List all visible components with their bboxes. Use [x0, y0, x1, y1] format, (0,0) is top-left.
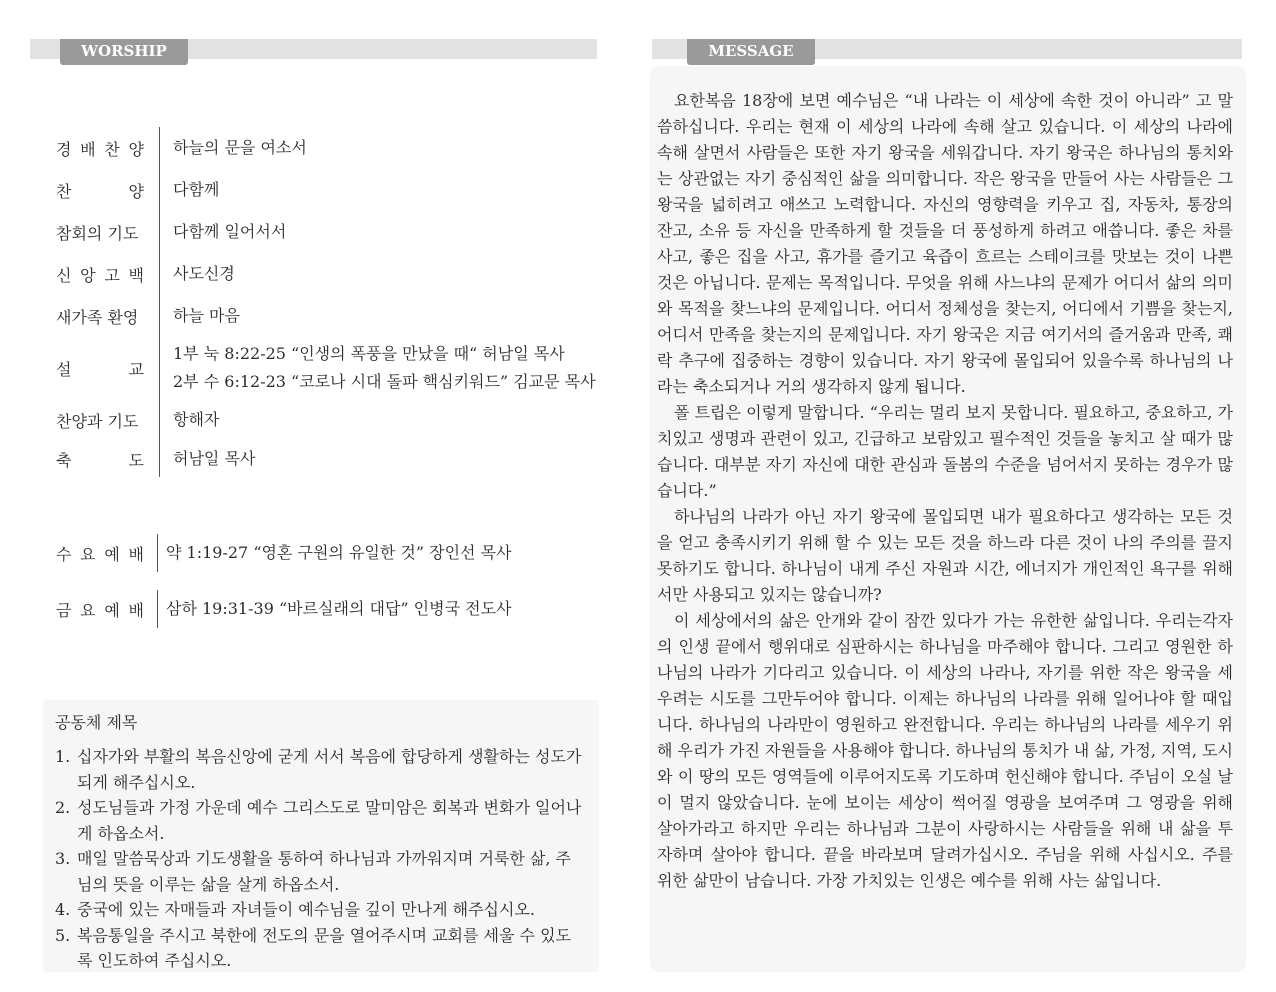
- message-body: [657, 88, 1233, 894]
- order-row: [56, 337, 596, 399]
- order-label: [56, 253, 160, 295]
- friday-service-label-chars: [56, 598, 144, 621]
- order-label: [56, 337, 160, 399]
- worship-header-bar: [30, 39, 597, 59]
- prayer-item: [55, 923, 585, 974]
- wednesday-service: [56, 534, 512, 572]
- order-label-text: 찬: [56, 181, 72, 201]
- wednesday-service-label: [56, 534, 158, 572]
- order-label-text: 도: [128, 450, 144, 470]
- message-paragraph: 이 세상에서의 삶은 안개와 같이 잠깐 있다가 가는 유한한 삶입니다. 우리는각자의 인생 끝에서 행위대로 심판하시는 하나님을 마주해야 합니다. 그리고 영원한 하나님의 나라가 기다리고 있습니다. 이 세상의 나라나, 자기를 위한 작은 왕국을 세우려는 시도를 그만두어야 합니다. 이제는 하나님의 나라를 위해 일어나야 할 때입니다. 하나님의 나라만이 영원하고 완전합니다. 우리는 하나님의 나라를 세우기 위해 우리가 가진 자원들을 사용해야 합니다. 하나님의 통치가 내 삶, 가정, 지역, 도시와 이 땅의 모든 영역들에 이루어지도록 기도하며 헌신해야 합니다. 주님이 오실 날이 멀지 않았습니다. 눈에 보이는 세상이 썩어질 영광을 보여주며 그 영광을 위해 살아가라고 하지만 우리는 하나님과 그분이 사랑하시는 사람들을 위해 내 삶을 투자하며 살아야 합니다. 끝을 바라보며 달려가십시오. 주님을 위해 사십시오. 주를 위한 삶만이 남습니다. 가장 가치있는 인생은 예수를 위해 사는 삶입니다.: [657, 611, 1233, 890]
- weekday-label-text: 수: [56, 544, 72, 564]
- message-header-bar: [652, 39, 1242, 59]
- order-label: [56, 399, 160, 441]
- order-value: [160, 295, 240, 337]
- message-paragraph: 요한복음 18장에 보면 예수님은 “내 나라는 이 세상에 속한 것이 아니라” 고 말씀하십니다. 우리는 현재 이 세상의 나라에 속해 살고 있습니다. 이 세상의 나라에 속해 살면서 사람들은 또한 자기 왕국을 세워갑니다. 자기 왕국은 하나님의 통치와는 상관없는 자기 중심적인 삶을 의미합니다. 작은 왕국을 만들어 사는 사람들은 그 왕국을 넓히려고 애쓰고 노력합니다. 자신의 영향력을 키우고 집, 자동차, 통장의 잔고, 소유 등 자신을 만족하게 할 것들을 더 풍성하게 하려고 애씁니다. 좋은 차를 사고, 좋은 집을 사고, 휴가를 즐기고 육즙이 흐르는 스테이크를 맛보는 것이 나쁜 것은 아닙니다. 문제는 목적입니다. 무엇을 위해 사느냐의 문제가 어디서 삶의 의미와 목적을 찾느냐의 문제입니다. 어디서 정체성을 찾는지, 어디에서 기쁨을 찾는지, 어디서 만족을 찾는지의 문제입니다. 자기 왕국은 지금 여기서의 즐거움과 만족, 쾌락 추구에 집중하는 경향이 있습니다. 자기 왕국에 몰입되어 있을수록 하나님의 나라는 축소되거나 거의 생각하지 않게 됩니다.: [657, 91, 1233, 396]
- order-value: [160, 253, 235, 295]
- prayer-item-number: 2.: [55, 798, 71, 817]
- order-label-text: 양: [128, 181, 144, 201]
- message-paragraph: 폴 트립은 이렇게 말합니다. “우리는 멀리 보지 못합니다. 필요하고, 중요하고, 가치있고 생명과 관련이 있고, 긴급하고 보람있고 필수적인 것들을 놓치고 살 때가 많습니다. 대부분 자기 자신에 대한 관심과 돌봄의 수준을 넘어서지 못하는 경우가 많습니다.”: [657, 403, 1233, 500]
- order-label-text: 새가족 환영: [56, 307, 139, 327]
- prayer-item-number: 5.: [55, 925, 71, 945]
- wednesday-service-label-chars: [56, 542, 144, 565]
- order-row: [56, 399, 596, 441]
- prayer-item-text: 십자가와 부활의 복음신앙에 굳게 서서 복음에 합당하게 생활하는 성도가 되게 해주십시오.: [77, 747, 582, 792]
- order-value-line: 2부 수 6:12-23 “코로나 시대 돌파 핵심키워드” 김교문 목사: [173, 372, 596, 391]
- order-label-text: 축: [56, 450, 72, 470]
- order-label-text: 고: [104, 265, 120, 285]
- order-value: [160, 337, 596, 399]
- weekday-label-text: 요: [80, 544, 96, 564]
- order-label: [56, 441, 160, 477]
- order-label: [56, 211, 160, 253]
- worship-order: [56, 127, 596, 477]
- order-label-text: 양: [128, 139, 144, 159]
- worship-section-tab: WORSHIP: [60, 39, 188, 65]
- order-value: [160, 127, 307, 169]
- friday-service-value: 삼하 19:31-39 “바르실래의 대답” 인병국 전도사: [166, 599, 512, 618]
- prayer-title: 공동체 제목: [55, 713, 138, 732]
- weekday-label-text: 금: [56, 600, 72, 620]
- order-label-text: 참회의 기도: [56, 223, 139, 243]
- order-label-text: 찬양과 기도: [56, 411, 139, 431]
- weekday-label-text: 배: [128, 544, 144, 564]
- order-value-line: 하늘 마음: [173, 306, 240, 325]
- order-label-text: 교: [128, 359, 144, 379]
- prayer-list: [55, 744, 585, 974]
- prayer-item-text: 복음통일을 주시고 북한에 전도의 문을 열어주시며 교회를 세울 수 있도록 인도하여 주십시오.: [77, 925, 571, 970]
- prayer-item: [55, 795, 585, 846]
- order-value-line: 다함께: [173, 180, 220, 199]
- order-row: [56, 295, 596, 337]
- message-section-tab: MESSAGE: [687, 39, 815, 65]
- weekday-label-text: 배: [128, 600, 144, 620]
- order-row: [56, 441, 596, 477]
- order-value: [160, 441, 255, 477]
- order-value: [160, 211, 286, 253]
- order-label-text: 찬: [104, 139, 120, 159]
- order-value-line: 1부 눅 8:22-25 “인생의 폭풍을 만났을 때“ 허남일 목사: [173, 344, 565, 363]
- order-label-text: 배: [80, 139, 96, 159]
- prayer-item-number: 4.: [55, 900, 71, 919]
- prayer-item-number: 3.: [55, 849, 71, 868]
- friday-service: [56, 590, 512, 628]
- order-value-line: 하늘의 문을 여소서: [173, 138, 307, 157]
- message-paragraph: 하나님의 나라가 아닌 자기 왕국에 몰입되면 내가 필요하다고 생각하는 모든 것을 얻고 충족시키기 위해 할 수 있는 모든 것을 하느라 다른 것이 나의 주의를 끌지 못하기도 합니다. 하나님이 내게 주신 자원과 시간, 에너지가 개인적인 욕구를 위해서만 사용되고 있지는 않습니까?: [657, 507, 1233, 604]
- prayer-item: [55, 897, 585, 923]
- order-row: [56, 253, 596, 295]
- order-row: [56, 127, 596, 169]
- order-label-text: 신: [56, 265, 72, 285]
- weekday-label-text: 예: [104, 544, 120, 564]
- prayer-item-text: 중국에 있는 자매들과 자녀들이 예수님을 깊이 만나게 해주십시오.: [77, 900, 536, 919]
- prayer-item-text: 성도님들과 가정 가운데 예수 그리스도로 말미암은 회복과 변화가 일어나게 하옵소서.: [77, 798, 582, 843]
- order-value-line: 사도신경: [173, 264, 235, 283]
- prayer-item: [55, 744, 585, 795]
- order-label-text: 백: [128, 265, 144, 285]
- order-row: [56, 211, 596, 253]
- order-row: [56, 169, 596, 211]
- community-prayer-box: [43, 700, 599, 972]
- wednesday-service-value: 약 1:19-27 “영혼 구원의 유일한 것” 장인선 목사: [166, 543, 512, 562]
- order-value: [160, 169, 219, 211]
- prayer-item: [55, 846, 585, 897]
- friday-service-label: [56, 590, 158, 628]
- order-label: [56, 295, 160, 337]
- order-label: [56, 169, 160, 211]
- prayer-item-text: 매일 말씀묵상과 기도생활을 통하여 하나님과 가까워지며 거룩한 삶, 주님의 뜻을 이루는 삶을 살게 하옵소서.: [77, 849, 571, 894]
- order-value-line: 다함께 일어서서: [173, 222, 287, 241]
- order-label: [56, 127, 160, 169]
- order-value-line: 항해자: [173, 410, 220, 429]
- weekday-label-text: 요: [80, 600, 96, 620]
- weekday-label-text: 예: [104, 600, 120, 620]
- order-label-text: 설: [56, 359, 72, 379]
- order-label-text: 경: [56, 139, 72, 159]
- prayer-item-number: 1.: [55, 747, 71, 766]
- order-value: [160, 399, 219, 441]
- order-value-line: 허남일 목사: [173, 449, 256, 468]
- order-label-text: 앙: [80, 265, 96, 285]
